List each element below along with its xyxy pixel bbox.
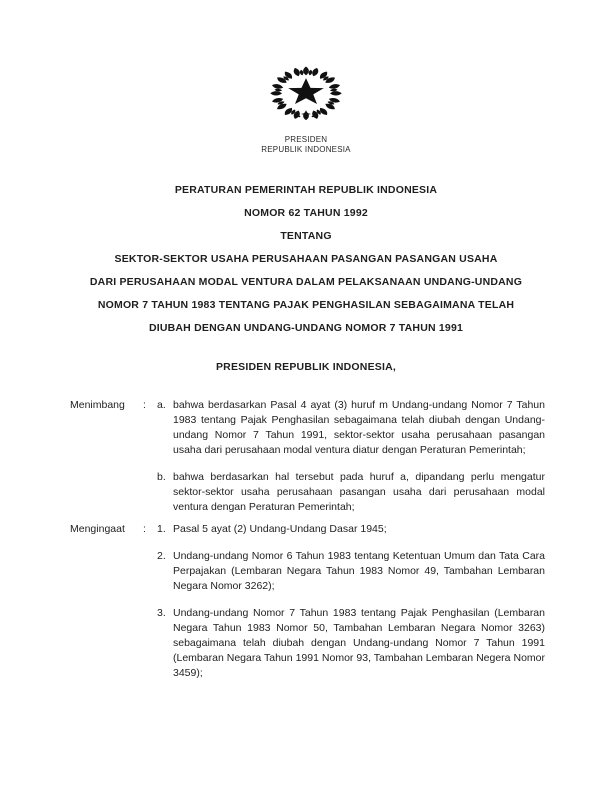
preamble-heading: PRESIDEN REPUBLIK INDONESIA, [215,361,397,373]
list-item-marker: b. [157,471,166,483]
section-label: Menimbang [70,399,125,411]
section-items [157,522,545,681]
list-item-marker: a. [157,399,166,411]
list-item-text: bahwa berdasarkan hal tersebut pada huruf a, dipandang perlu mengatur sektor-sektor usaha perusahaan pasangan usaha dari perusahaan modal ventura dengan Peraturan Pemerintah; [173,471,545,513]
list-item-text: Undang-undang Nomor 7 Tahun 1983 tentang Pajak Penghasilan (Lembaran Negara Tahun 1983 Nomor 50, Tambahan Lembaran Negara Nomor 3263) sebagaimana telah diubah dengan Undang-undang Nomor 7 Tahun 1991 (Lembaran Negara Tahun 1991 Nomor 93, Tambahan Lembaran Negera Nomor 3459); [173,607,545,679]
wreath-bottom-ornament [298,110,313,117]
emblem-caption-presiden: PRESIDEN [284,135,328,144]
list-item-text: Undang-undang Nomor 6 Tahun 1983 tentang Ketentuan Umum dan Tata Cara Perpajakan (Lembaran Negara Tahun 1983 Nomor 49, Tambahan Lembaran Negara Nomor 3262); [173,550,545,592]
title-line-regulation: PERATURAN PEMERINTAH REPUBLIK INDONESIA [174,184,438,196]
section-items [157,398,545,515]
document-title-block [0,179,612,340]
star-wreath-presidential-emblem-icon [262,62,350,128]
title-line-tentang: TENTANG [280,230,332,242]
title-line-subject-2: DARI PERUSAHAAN MODAL VENTURA DALAM PELAKSANAAN UNDANG-UNDANG [89,276,523,288]
document-body [0,398,612,681]
list-item [157,549,545,594]
list-item-text: bahwa berdasarkan Pasal 4 ayat (3) huruf m Undang-undang Nomor 7 Tahun 1983 tentang Pajak Penghasilan sebagaimana telah diubah dengan Undang-undang Nomor 7 Tahun 1991, sektor-sektor usaha perusahaan pasangan usaha dari perusahaan modal ventura diatur dengan Peraturan Pemerintah; [173,399,545,456]
section-label: Mengingaat [70,523,125,535]
title-line-subject-1: SEKTOR-SEKTOR USAHA PERUSAHAAN PASANGAN PASANGAN USAHA [114,253,498,265]
title-line-number: NOMOR 62 TAHUN 1992 [244,207,368,219]
emblem-caption-republik-indonesia: REPUBLIK INDONESIA [261,145,351,154]
list-item-text: Pasal 5 ayat (2) Undang-Undang Dasar 1945; [173,523,387,535]
list-item [157,522,545,537]
title-line-subject-3: NOMOR 7 TAHUN 1983 TENTANG PAJAK PENGHASILAN SEBAGAIMANA TELAH [97,299,515,311]
section-colon: : [143,399,146,411]
list-item [157,470,545,515]
section-mengingaat [70,522,545,681]
section-menimbang [70,398,545,515]
list-item-marker: 2. [157,550,166,562]
letterhead [0,0,612,155]
section-colon: : [143,523,146,535]
list-item [157,606,545,681]
list-item [157,398,545,458]
title-line-subject-4: DIUBAH DENGAN UNDANG-UNDANG NOMOR 7 TAHUN 1991 [148,322,464,334]
list-item-marker: 3. [157,607,166,619]
list-item-marker: 1. [157,523,166,535]
star-glyph [288,78,324,104]
